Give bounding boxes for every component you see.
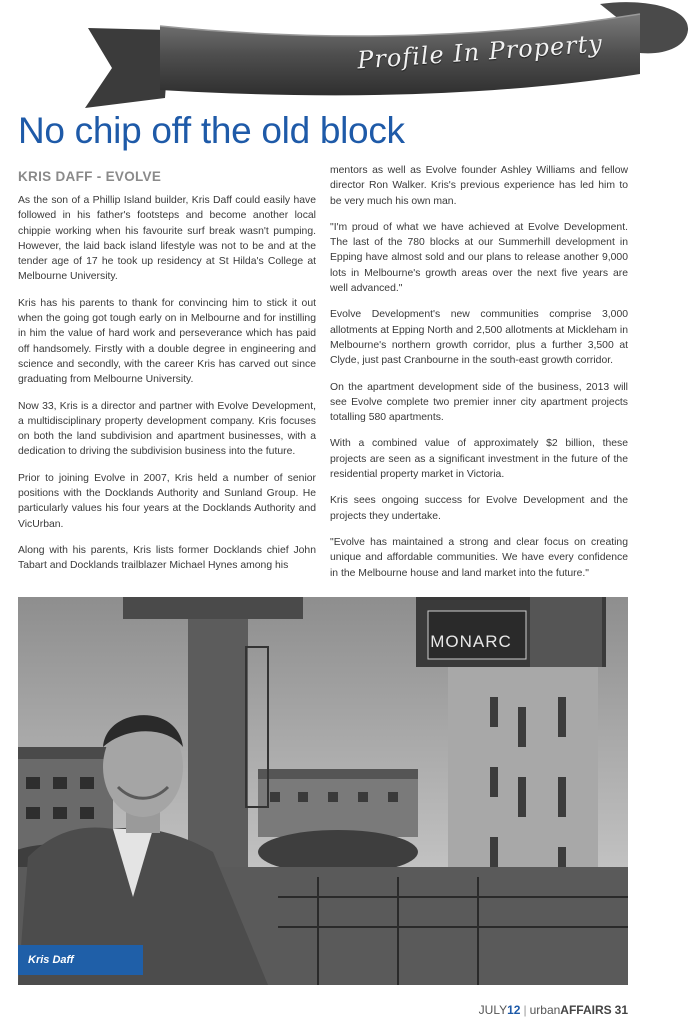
paragraph: Now 33, Kris is a director and partner with Evolve Development, a multidisciplinary property development company. Kris focuses on both the land subdivision and apartment businesses, with a dedication to driving the subdivision business into the future. bbox=[18, 400, 316, 458]
paragraph: mentors as well as Evolve founder Ashley Williams and fellow director Ron Walker. Kris's previous experience has led him to be very much his own man. bbox=[330, 165, 628, 207]
paragraph: With a combined value of approximately $2 billion, these projects are seen as a significant investment in the future of the residential property market in Victoria. bbox=[330, 438, 628, 481]
paragraph: Prior to joining Evolve in 2007, Kris held a number of senior positions with the Docklands Authority and Sunland Group. He particularly values his four years at the Docklands Authority and VicUrban. bbox=[18, 472, 316, 530]
paragraph: Along with his parents, Kris lists former Docklands chief John Tabart and Docklands trailblazer Michael Hynes among his bbox=[18, 544, 316, 572]
issue-year: 12 bbox=[507, 1003, 521, 1017]
paragraph: On the apartment development side of the business, 2013 will see Evolve complete two premier inner city apartment projects totalling 580 apartments. bbox=[330, 381, 628, 424]
profile-photo bbox=[18, 597, 628, 985]
page-footer bbox=[430, 1003, 628, 1017]
paragraph: As the son of a Phillip Island builder, Kris Daff could easily have followed in his father's footsteps and become another local chippie working when his favourite surf break wasn't pumping. However, the laid back island lifestyle was not to be and at the tender age of 17 he took up residency at St Hilda's College at Melbourne University. bbox=[18, 195, 316, 283]
paragraph: Evolve Development's new communities comprise 3,000 allotments at Epping North and 2,500 allotments at Mickleham in Melbourne's northern growth corridor, plus a further 3,500 at Clyde, just past Cranbourne in the south-east growth corridor. bbox=[330, 309, 628, 367]
section-banner bbox=[0, 0, 693, 115]
article-headline: No chip off the old block bbox=[18, 110, 405, 151]
paragraph: Kris sees ongoing success for Evolve Development and the projects they undertake. bbox=[330, 495, 628, 522]
paragraph: "Evolve has maintained a strong and clear focus on creating unique and affordable communities. We have every confidence in the Melbourne house and land market into the future." bbox=[330, 536, 628, 579]
section-title: Profile In Property bbox=[356, 29, 604, 75]
issue-month: JULY bbox=[478, 1003, 508, 1017]
byline: KRIS DAFF - EVOLVE bbox=[18, 169, 162, 184]
footer-separator: | bbox=[523, 1003, 527, 1017]
paragraph: "I'm proud of what we have achieved at Evolve Development. The last of the 780 blocks at our Summerhill development in Epping have almost sold and our plans to release another 9,000 lots in Melbourne's growth areas over the next five years are well advanced." bbox=[330, 221, 628, 295]
right-column bbox=[330, 163, 628, 592]
publication-name-bold: AFFAIRS bbox=[560, 1003, 612, 1017]
paragraph: Kris has his parents to thank for convincing him to stick it out when the going got tough early on in Melbourne and for instilling in him the value of hard work and perseverance which has paid off handsomely. Firstly with a double degree in engineering and science and secondly, with the career Kris has carved out since graduating from Melbourne University. bbox=[18, 297, 316, 386]
left-column bbox=[18, 163, 316, 585]
construction-site-photo bbox=[18, 597, 628, 985]
building-sign-text: MONARC bbox=[430, 632, 512, 651]
publication-name-light: urban bbox=[529, 1003, 561, 1017]
photo-caption: Kris Daff bbox=[18, 945, 143, 975]
page-number: 31 bbox=[614, 1003, 628, 1017]
